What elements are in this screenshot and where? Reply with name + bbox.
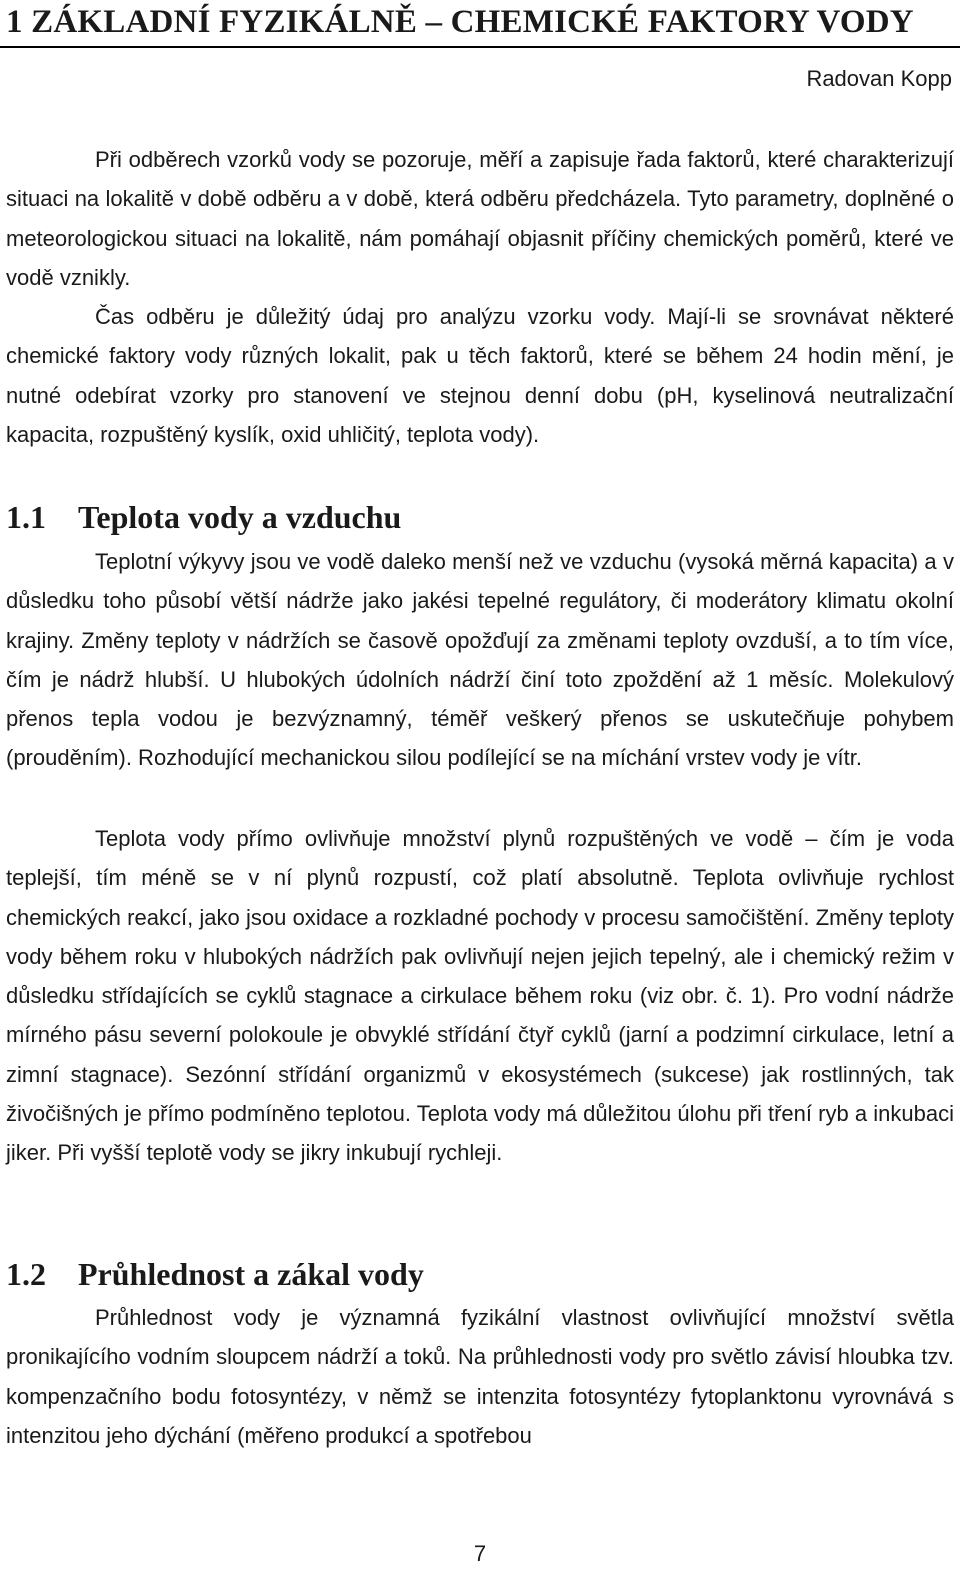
section-1-1-paragraph-2: Teplota vody přímo ovlivňuje množství plynů rozpuštěných ve vodě – čím je voda teplejší, tím méně se v ní plynů rozpustí, což platí absolutně. Teplota ovlivňuje rychlost chemických reakcí, jako jsou oxidace a rozkladné pochody v procesu samočištění. Změny teploty vody během roku v hlubokých nádržích pak ovlivňují nejen jejich tepelný, ale i chemický režim v důsledku střídajících se cyklů stagnace a cirkulace během roku (viz obr. č. 1). Pro vodní nádrže mírného pásu severní polokoule je obvyklé střídání čtyř cyklů (jarní a podzimní cirkulace, letní a zimní stagnace). Sezónní střídání organizmů v ekosystémech (sukcese) jak rostlinných, tak živočišných je přímo podmíněno teplotou. Teplota vody má důležitou úlohu při tření ryb a inkubaci jiker. Při vyšší teplotě vody se jikry inkubují rychleji. <box>6 826 954 1166</box>
section-number: 1.2 <box>6 1256 46 1292</box>
intro-paragraph-2: Čas odběru je důležitý údaj pro analýzu vzorku vody. Mají-li se srovnávat některé chemické faktory vody různých lokalit, pak u těch faktorů, které se během 24 hodin mění, je nutné odebírat vzorky pro stanovení ve stejnou denní dobu (pH, kyselinová neutralizační kapacita, rozpuštěný kyslík, oxid uhličitý, teplota vody). <box>6 304 954 447</box>
author-name: Radovan Kopp <box>806 66 952 91</box>
section-title: Teplota vody a vzduchu <box>78 499 402 535</box>
section-heading-1-2 <box>6 1254 424 1294</box>
intro-paragraph-1: Při odběrech vzorků vody se pozoruje, měří a zapisuje řada faktorů, které charakterizují situaci na lokalitě v době odběru a v době, která odběru předcházela. Tyto parametry, doplněné o meteorologickou situaci na lokalitě, nám pomáhají objasnit příčiny chemických poměrů, které ve vodě vznikly. <box>6 147 954 290</box>
title-underline <box>0 46 960 48</box>
page-number: 7 <box>473 1541 487 1566</box>
section-number: 1.1 <box>6 499 46 535</box>
section-1-2-paragraph-1: Průhlednost vody je významná fyzikální vlastnost ovlivňující množství světla pronikajícího vodním sloupcem nádrží a toků. Na průhlednosti vody pro světlo závisí hloubka tzv. kompenzačního bodu fotosyntézy, v němž se intenzita fotosyntézy fytoplanktonu vyrovnává s intenzitou jeho dýchání (měřeno produkcí a spotřebou <box>6 1305 954 1448</box>
section-title: Průhlednost a zákal vody <box>78 1256 424 1292</box>
section-1-1-paragraph-1: Teplotní výkyvy jsou ve vodě daleko menší než ve vzduchu (vysoká měrná kapacita) a v důsledku toho působí větší nádrže jako jakési tepelné regulátory, či moderátory klimatu okolní krajiny. Změny teploty v nádržích se časově opožďují za změnami teploty ovzduší, a to tím více, čím je nádrž hlubší. U hlubokých údolních nádrží činí toto zpoždění až 1 měsíc. Molekulový přenos tepla vodou je bezvýznamný, téměř veškerý přenos se uskutečňuje pohybem (prouděním). Rozhodující mechanickou silou podílející se na míchání vrstev vody je vítr. <box>6 549 954 771</box>
section-heading-1-1 <box>6 497 401 537</box>
chapter-title: 1 ZÁKLADNÍ FYZIKÁLNĚ – CHEMICKÉ FAKTORY VODY <box>6 4 914 40</box>
